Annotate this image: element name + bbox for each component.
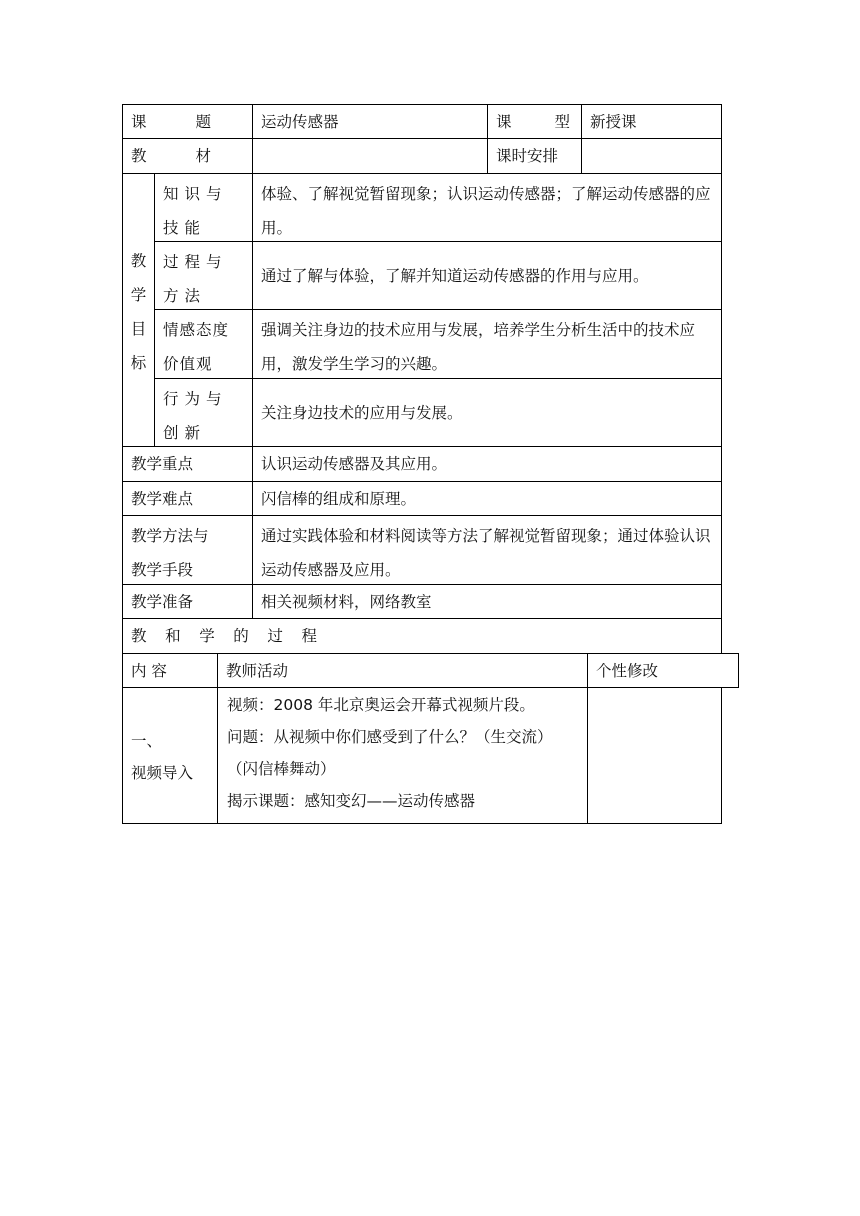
method-text: 通过实践体验和材料阅读等方法了解视觉暂留现象；通过体验认识运动传感器及应用。 [252, 515, 722, 585]
method-label: 教学方法与教学手段 [122, 515, 253, 585]
type-value: 新授课 [581, 104, 722, 139]
difficulty-text: 闪信棒的组成和原理。 [252, 481, 722, 516]
topic-value: 运动传感器 [252, 104, 488, 139]
teacher-line-2: 问题：从视频中你们感受到了什么？（生交流） [227, 728, 553, 746]
teacher-line-4: 揭示课题：感知变幻——运动传感器 [227, 792, 476, 810]
material-label: 教 材 [131, 147, 211, 165]
objectives-group-char-2: 学 [130, 286, 147, 304]
material-label-cell [122, 138, 253, 174]
type-label: 课 型 [496, 113, 570, 131]
col-teacher-header: 教师活动 [217, 653, 588, 688]
teacher-line-3: （闪信棒舞动） [227, 760, 336, 778]
objective-label-knowledge: 知识与技能 [154, 173, 253, 242]
objectives-group-char-3: 目 [130, 320, 147, 338]
objective-label-innovation: 行为与创新 [154, 378, 253, 447]
focus-text: 认识运动传感器及其应用。 [252, 446, 722, 482]
prep-label: 教学准备 [122, 584, 253, 619]
schedule-label: 课时安排 [487, 138, 582, 174]
process-title-cell [122, 618, 722, 654]
prep-text: 相关视频材料，网络教室 [252, 584, 722, 619]
col-content-header: 内 容 [122, 653, 218, 688]
objective-text-knowledge: 体验、了解视觉暂留现象；认识运动传感器；了解运动传感器的应用。 [252, 173, 722, 242]
modify-cell [587, 687, 722, 824]
objective-text-process: 通过了解与体验，了解并知道运动传感器的作用与应用。 [252, 241, 722, 310]
schedule-value [581, 138, 722, 174]
material-value [252, 138, 488, 174]
objective-label-attitude: 情感态度价值观 [154, 309, 253, 379]
objectives-group-cell [122, 173, 155, 447]
focus-label: 教学重点 [122, 446, 253, 482]
objective-label-process: 过程与方法 [154, 241, 253, 310]
difficulty-label: 教学难点 [122, 481, 253, 516]
type-label-cell [487, 104, 582, 139]
topic-label: 课 题 [131, 113, 211, 131]
process-title: 教 和 学 的 过 程 [131, 627, 317, 645]
teacher-line-1: 视频：2008 年北京奥运会开幕式视频片段。 [227, 696, 535, 714]
objective-text-attitude: 强调关注身边的技术应用与发展，培养学生分析生活中的技术应用，激发学生学习的兴趣。 [252, 309, 722, 379]
topic-label-cell [122, 104, 253, 139]
stage-cell [122, 687, 218, 824]
stage-title: 视频导入 [131, 764, 194, 782]
objectives-group-char-4: 标 [130, 354, 147, 372]
objectives-group-char-1: 教 [130, 252, 147, 270]
col-modify-header: 个性修改 [587, 653, 739, 688]
stage-number: 一、 [131, 732, 163, 750]
objective-text-innovation: 关注身边技术的应用与发展。 [252, 378, 722, 447]
teacher-activity-cell [217, 687, 588, 824]
